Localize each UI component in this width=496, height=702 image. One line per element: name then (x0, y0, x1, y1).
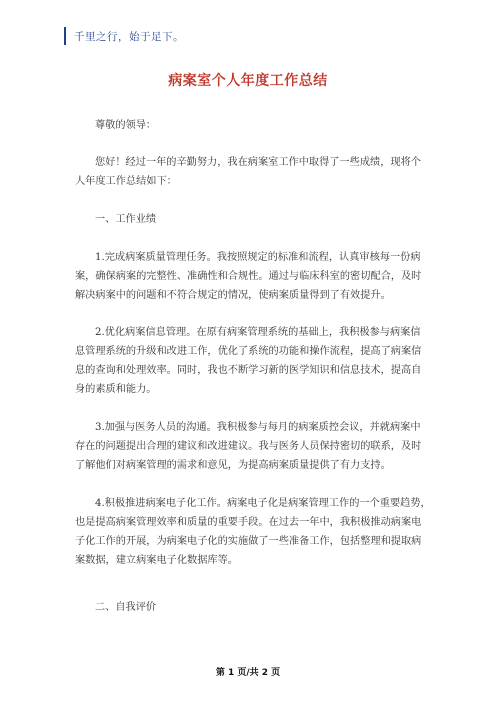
page-number: 第 1 页/共 2 页 (215, 668, 281, 678)
item-line: 身的素质和能力。 (75, 384, 157, 395)
item-line: 子化工作的开展，为病案电子化的实施做了一些准备工作，包括整理和提取病 (75, 536, 422, 547)
item-line: 2.优化病案信息管理。在原有病案管理系统的基础上，我积极参与病案信 (95, 327, 421, 338)
salutation-text: 尊敬的领导： (95, 120, 157, 131)
item-line: 3.加强与医务人员的沟通。我积极参与每月的病案质控会议，并就病案中 (95, 422, 421, 433)
intro-line: 人年度工作总结如下： (75, 176, 177, 187)
section-heading (75, 210, 435, 229)
item-line: 存在的问题提出合理的建议和改进建议。我与医务人员保持密切的联系，及时 (75, 441, 422, 452)
document-title: 病案室个人年度工作总结 (168, 73, 328, 89)
item-line: 4.积极推进病案电子化工作。病案电子化是病案管理工作的一个重要趋势， (95, 498, 431, 509)
item-line: 1.完成病案质量管理任务。我按照规定的标准和流程，认真审核每一份病 (95, 252, 421, 263)
item-line: 案数据，建立病案电子化数据库等。 (75, 555, 238, 566)
item-paragraph (75, 248, 435, 305)
header-motto: 千里之行，始于足下。 (74, 31, 184, 43)
intro-line: 您好！经过一年的辛勤努力，我在病案室工作中取得了一些成绩，现将个 (95, 157, 421, 168)
item-line: 息管理系统的升级和改进工作，优化了系统的功能和操作流程，提高了病案信 (75, 346, 422, 357)
item-line: 了解他们对病案管理的需求和意见，为提高病案质量提供了有力支持。 (75, 460, 391, 471)
item-line: 案，确保病案的完整性、准确性和合规性。通过与临床科室的密切配合，及时 (75, 271, 422, 282)
item-paragraph (75, 494, 435, 570)
intro-paragraph (75, 153, 435, 191)
header-accent-bar (64, 27, 66, 45)
section-heading (75, 598, 435, 617)
section-heading-text: 一、工作业绩 (95, 214, 157, 225)
salutation (75, 116, 435, 135)
item-line: 也是提高病案管理效率和质量的重要手段。在过去一年中，我积极推动病案电 (75, 517, 422, 528)
item-line: 息的查询和处理效率。同时，我也不断学习新的医学知识和信息技术，提高自 (75, 365, 422, 376)
item-paragraph (75, 418, 435, 475)
item-line: 解决病案中的问题和不符合规定的情况，使病案质量得到了有效提升。 (75, 290, 391, 301)
section-heading-text: 二、自我评价 (95, 602, 157, 613)
item-paragraph (75, 323, 435, 399)
